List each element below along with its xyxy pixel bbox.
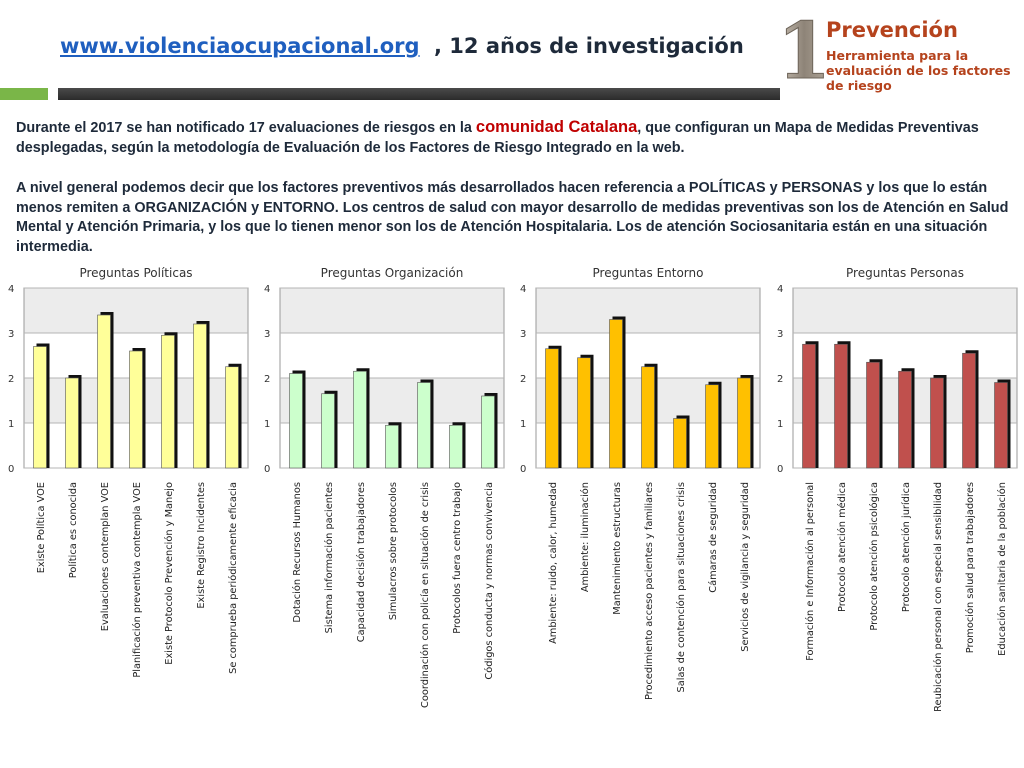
chart-1-title: Preguntas Políticas bbox=[79, 266, 193, 280]
chart-4-bar bbox=[835, 344, 848, 468]
intro-p1-after: , que configuran un Mapa de Medidas Preventivas desplegadas, según la metodología de Evaluación de los Factores de Riesgo Integrado en la web. bbox=[16, 120, 979, 156]
chart-2-band-mid bbox=[280, 378, 504, 423]
chart-4-bar bbox=[803, 344, 816, 468]
chart-3-band-top bbox=[536, 288, 760, 333]
chart-3-bar bbox=[610, 320, 623, 469]
chart-4-title: Preguntas Personas bbox=[846, 266, 964, 280]
chart-2-y-tick: 3 bbox=[264, 329, 271, 340]
chart-1-bar bbox=[34, 347, 47, 469]
chart-1-category-label: Evaluaciones contemplan VOE bbox=[100, 482, 111, 632]
intro-paragraph-2: A nivel general podemos decir que los factores preventivos más desarrollados hacen referencia a POLÍTICAS y PERSONAS y los que lo están menos remiten a ORGANIZACIÓN y ENTORNO. Los centros de salud con mayor desarrollo de medidas preventivas son los de Atención en Salud Mental y Atención Primaria, y los que lo tienen menor son los de Atención Hospitalaria. Los de atención Sociosanitaria están en una situación intermedia. bbox=[16, 180, 1009, 255]
website-link[interactable]: www.violenciaocupacional.org bbox=[60, 34, 420, 58]
chart-2-bar bbox=[290, 374, 303, 469]
chart-1-y-tick: 0 bbox=[8, 464, 15, 475]
chart-3-y-tick: 1 bbox=[520, 419, 527, 430]
chart-1-category-label: Se comprueba periódicamente eficacia bbox=[228, 482, 239, 674]
logo-title: Prevención bbox=[826, 18, 958, 42]
chart-3-category-label: Salas de contención para situaciones crisis bbox=[676, 482, 687, 693]
chart-3-category-label: Mantenimiento estructuras bbox=[612, 482, 623, 615]
chart-1-y-tick: 2 bbox=[8, 374, 15, 385]
chart-2-category-label: Sistema información pacientes bbox=[324, 482, 335, 634]
chart-3-y-tick: 0 bbox=[520, 464, 527, 475]
chart-3-bar bbox=[738, 378, 751, 468]
chart-2-y-tick: 2 bbox=[264, 374, 271, 385]
logo-number: 1 bbox=[776, 6, 832, 97]
chart-4-category-label: Reubicación personal con especial sensibilidad bbox=[933, 482, 944, 712]
chart-3-category-label: Ambiente: ruido, calor, humedad bbox=[548, 482, 559, 644]
chart-4-category-label: Formación e Información al personal bbox=[805, 482, 816, 661]
chart-4-y-tick: 1 bbox=[777, 419, 784, 430]
chart-3-category-label: Servicios de vigilancia y seguridad bbox=[740, 482, 751, 652]
chart-1-bar bbox=[130, 351, 143, 468]
chart-4-y-tick: 2 bbox=[777, 374, 784, 385]
chart-3-bar bbox=[546, 349, 559, 468]
chart-2-y-tick: 4 bbox=[264, 284, 271, 295]
chart-2-category-label: Simulacros sobre protocolos bbox=[388, 482, 399, 621]
chart-2-y-tick: 0 bbox=[264, 464, 271, 475]
chart-2-band-top bbox=[280, 288, 504, 333]
chart-4-category-label: Protocolo atención jurídica bbox=[901, 482, 912, 613]
chart-2-bar bbox=[450, 425, 463, 468]
chart-3-y-tick: 2 bbox=[520, 374, 527, 385]
chart-1-y-tick: 1 bbox=[8, 419, 15, 430]
chart-1-bar bbox=[226, 367, 239, 468]
chart-4-category-label: Protocolo atención psicológica bbox=[869, 482, 880, 631]
chart-1-bar bbox=[194, 324, 207, 468]
chart-2-category-label: Códigos conducta y normas convivencia bbox=[484, 482, 495, 680]
chart-2-category-label: Capacidad decisión trabajadores bbox=[356, 482, 367, 643]
header-title: , 12 años de investigación bbox=[434, 34, 744, 58]
chart-2-category-label: Coordinación con policía en situación de crisis bbox=[420, 482, 431, 708]
chart-2-category-label: Protocolos fuera centro trabajo bbox=[452, 482, 463, 634]
chart-4-y-tick: 3 bbox=[777, 329, 784, 340]
chart-1-category-label: Política es conocida bbox=[68, 482, 79, 579]
chart-4-y-tick: 4 bbox=[777, 284, 784, 295]
chart-1-category-label: Planificación preventiva contempla VOE bbox=[132, 482, 143, 678]
chart-4-category-label: Educación sanitaria de la población bbox=[997, 482, 1008, 656]
chart-2-bar bbox=[418, 383, 431, 469]
chart-1-band-top bbox=[24, 288, 248, 333]
chart-3-bar bbox=[674, 419, 687, 469]
chart-1-bar bbox=[162, 335, 175, 468]
chart-2-y-tick: 1 bbox=[264, 419, 271, 430]
chart-2-bar bbox=[482, 396, 495, 468]
chart-3-y-tick: 3 bbox=[520, 329, 527, 340]
chart-3-bar bbox=[706, 385, 719, 468]
logo-subtitle: Herramienta para la evaluación de los factores de riesgo bbox=[826, 48, 1011, 93]
chart-3-title: Preguntas Entorno bbox=[592, 266, 704, 280]
chart-2-category-label: Dotación Recursos Humanos bbox=[292, 482, 303, 623]
chart-3-category-label: Procedimiento acceso pacientes y familiares bbox=[644, 482, 655, 701]
chart-2-bar bbox=[354, 371, 367, 468]
chart-1-y-tick: 3 bbox=[8, 329, 15, 340]
chart-4-bar bbox=[899, 371, 912, 468]
chart-1-bar bbox=[98, 315, 111, 468]
chart-4-y-tick: 0 bbox=[777, 464, 784, 475]
chart-2-bar bbox=[322, 394, 335, 468]
chart-4-bar bbox=[995, 383, 1008, 469]
chart-4-bar bbox=[963, 353, 976, 468]
chart-2-bar bbox=[386, 425, 399, 468]
chart-3-bar bbox=[578, 358, 591, 468]
chart-4-category-label: Protocolo atención médica bbox=[837, 482, 848, 612]
chart-3-category-label: Cámaras de seguridad bbox=[708, 482, 719, 593]
chart-1-category-label: Existe Registro Incidentes bbox=[196, 482, 207, 609]
chart-2-title: Preguntas Organización bbox=[320, 266, 464, 280]
chart-3-category-label: Ambiente: iluminación bbox=[580, 482, 591, 593]
chart-1-category-label: Existe Protocolo Prevención y Manejo bbox=[164, 482, 175, 665]
chart-3-y-tick: 4 bbox=[520, 284, 527, 295]
chart-4-category-label: Promoción salud para trabajadores bbox=[965, 482, 976, 654]
chart-4-bar bbox=[867, 362, 880, 468]
intro-p1-before: Durante el 2017 se han notificado 17 evaluaciones de riesgos en la bbox=[16, 120, 476, 136]
chart-1-bar bbox=[66, 378, 79, 468]
chart-3-bar bbox=[642, 367, 655, 468]
chart-1-category-label: Existe Política VOE bbox=[36, 482, 47, 574]
chart-4-bar bbox=[931, 378, 944, 468]
chart-4-band-top bbox=[793, 288, 1017, 333]
intro-p1-highlight: comunidad Catalana bbox=[475, 118, 638, 136]
chart-1-y-tick: 4 bbox=[8, 284, 15, 295]
